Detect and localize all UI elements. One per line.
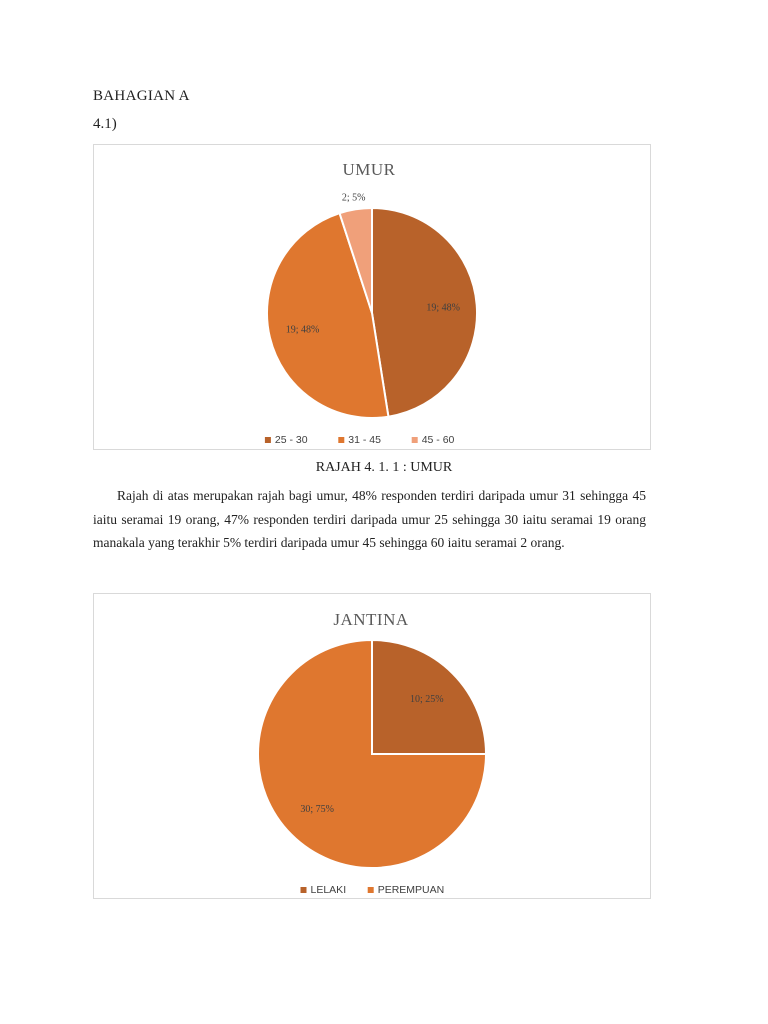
pie-slice-25-30 [372,208,477,417]
legend-label-lelaki: LELAKI [310,884,347,896]
data-label-45-60: 2; 5% [341,192,366,204]
chart-caption: RAJAH 4. 1. 1 : UMUR [315,460,453,475]
data-label-perempuan: 30; 75% [300,803,335,815]
data-label-lelaki: 10; 25% [409,694,444,706]
section-heading: BAHAGIAN A [93,88,190,104]
legend-marker-31-45 [338,437,344,443]
legend-marker-45-60 [412,437,418,443]
legend-label-31-45: 31 - 45 [348,434,382,446]
data-label-31-45: 19; 48% [285,324,320,336]
legend-label-perempuan: PEREMPUAN [377,884,445,896]
data-label-25-30: 19; 48% [426,302,461,314]
legend-marker-25-30 [265,437,271,443]
legend-label-45-60: 45 - 60 [421,434,455,446]
chart-jantina [93,593,651,899]
chart-umur [93,144,651,450]
chart-umur-svg [94,145,650,449]
section-number: 4.1) [93,116,117,132]
chart-title: UMUR [342,160,396,179]
legend-marker-perempuan [368,887,374,893]
legend-label-25-30: 25 - 30 [274,434,308,446]
chart-jantina-svg [94,594,650,898]
chart-title: JANTINA [333,610,409,629]
legend-marker-lelaki [301,887,307,893]
description-paragraph: Rajah di atas merupakan rajah bagi umur, 48% responden terdiri daripada umur 31 sehingga 45 iaitu seramai 19 orang, 47% responden terdiri daripada umur 25 sehingga 30 iaitu seramai 19 orang manakala yang terakhir 5% terdiri daripada umur 45 sehingga 60 iaitu seramai 2 orang. [93,488,646,550]
